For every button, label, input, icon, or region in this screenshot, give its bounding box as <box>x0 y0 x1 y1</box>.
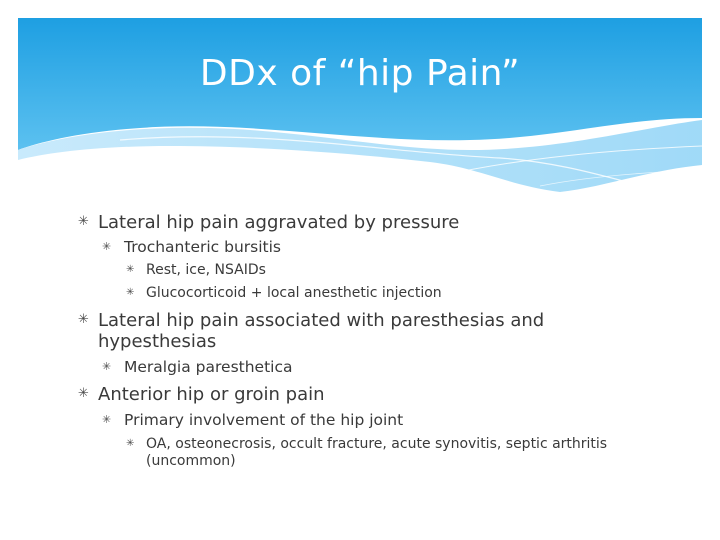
bullet-icon: ✳ <box>126 264 135 275</box>
bullet-text: Lateral hip pain aggravated by pressure <box>98 212 460 233</box>
bullet-level2 <box>102 358 638 377</box>
bullet-level1 <box>78 212 638 233</box>
bullet-text: Primary involvement of the hip joint <box>124 411 404 429</box>
bullet-icon: ✳ <box>102 413 112 426</box>
bullet-text: Anterior hip or groin pain <box>98 384 325 405</box>
bullet-text: Lateral hip pain associated with paresthesias and hypesthesias <box>98 310 545 352</box>
bullet-level3 <box>126 262 638 279</box>
bullet-icon: ✳ <box>126 438 135 449</box>
bullet-level1 <box>78 310 638 352</box>
bullet-text: OA, osteonecrosis, occult fracture, acute synovitis, septic arthritis (uncommon) <box>146 436 608 469</box>
bullet-icon: ✳ <box>78 386 89 401</box>
bullet-icon: ✳ <box>78 214 89 229</box>
bullet-level2 <box>102 411 638 430</box>
bullet-icon: ✳ <box>78 312 89 327</box>
bullet-icon: ✳ <box>102 240 112 253</box>
bullet-level3 <box>126 285 638 302</box>
bullet-text: Glucocorticoid + local anesthetic injection <box>146 285 442 301</box>
slide-title: DDx of “hip Pain” <box>199 53 521 94</box>
bullet-text: Rest, ice, NSAIDs <box>146 262 266 278</box>
bullet-level1 <box>78 384 638 405</box>
header-banner <box>0 0 720 200</box>
bullet-list <box>78 212 638 470</box>
bullet-icon: ✳ <box>102 360 112 373</box>
bullet-text: Trochanteric bursitis <box>124 238 281 256</box>
bullet-level3 <box>126 436 638 470</box>
bullet-icon: ✳ <box>126 287 135 298</box>
bullet-text: Meralgia paresthetica <box>124 358 293 376</box>
bullet-level2 <box>102 238 638 257</box>
